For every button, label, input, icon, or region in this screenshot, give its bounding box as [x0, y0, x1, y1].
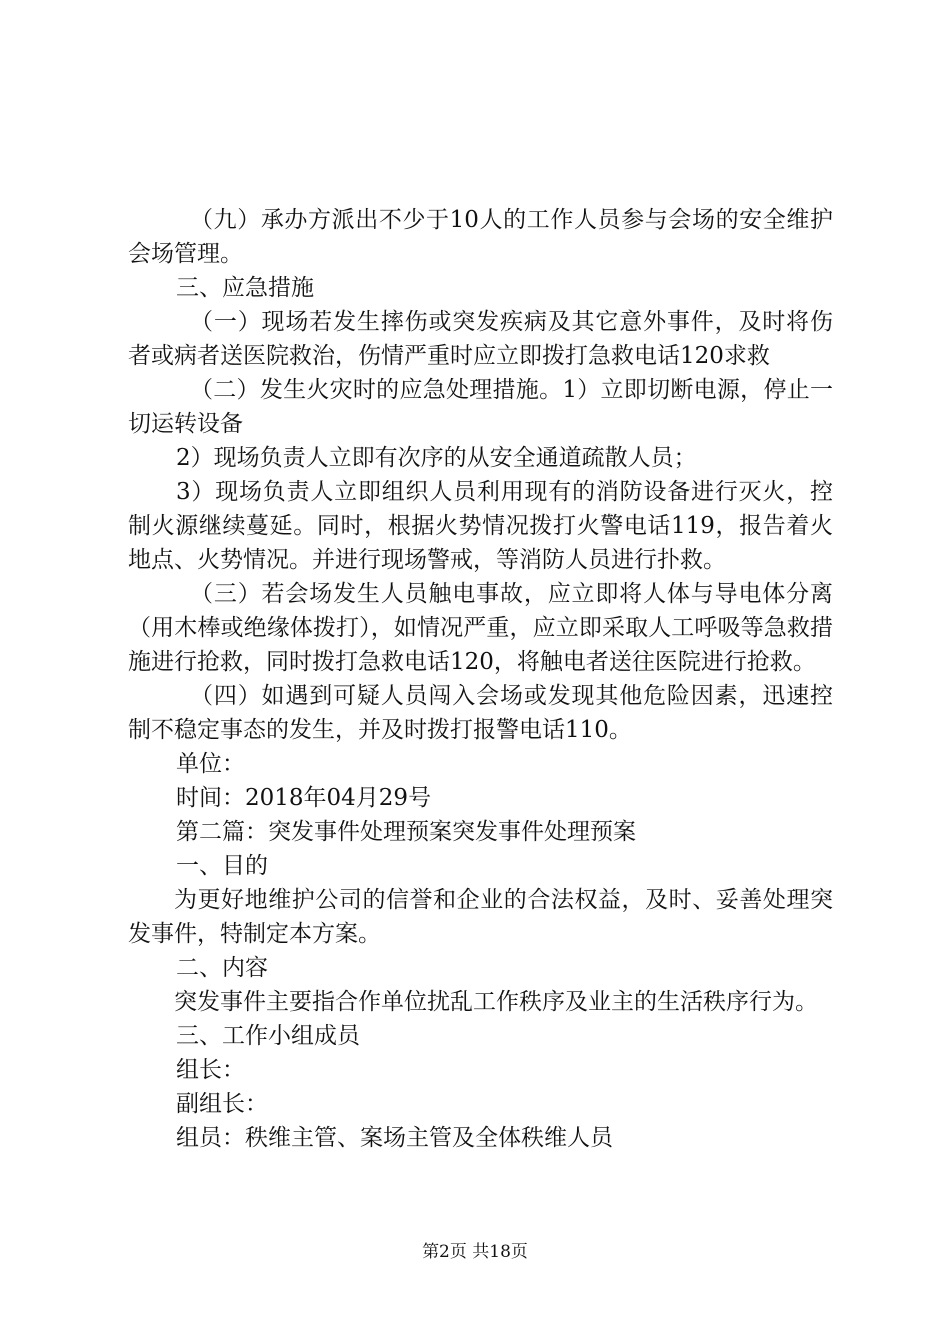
paragraph-step-three: 3）现场负责人立即组织人员利用现有的消防设备进行灭火，控制火源继续蔓延。同时，根据火势情况拨打火警电话119，报告着火地点、火势情况。并进行现场警戒，等消防人员进行扑救。 — [128, 479, 833, 573]
document-body — [128, 203, 833, 1155]
paragraph-measure-four: （四）如遇到可疑人员闯入会场或发现其他危险因素，迅速控制不稳定事态的发生，并及时拨打报警电话110。 — [128, 683, 833, 743]
paragraph-item-nine: （九）承办方派出不少于10人的工作人员参与会场的安全维护会场管理。 — [128, 207, 833, 267]
section-heading-purpose: 一、目的 — [176, 853, 268, 879]
section-heading-team: 三、工作小组成员 — [176, 1023, 360, 1049]
paragraph-measure-three: （三）若会场发生人员触电事故，应立即将人体与导电体分离（用木棒或绝缘体拨打），如情况严重，应立即采取人工呼吸等急救措施进行抢救，同时拨打急救电话120，将触电者送往医院进行抢救。 — [128, 581, 833, 675]
page-number-footer: 第2页 共18页 — [422, 1242, 528, 1262]
section-heading-content: 二、内容 — [176, 955, 268, 981]
team-leader-line: 组长： — [176, 1057, 245, 1083]
paragraph-content: 突发事件主要指合作单位扰乱工作秩序及业主的生活秩序行为。 — [174, 989, 818, 1015]
paragraph-measure-two: （二）发生火灾时的应急处理措施。1）立即切断电源，停止一切运转设备 — [128, 377, 833, 437]
section-heading-emergency-measures: 三、应急措施 — [176, 275, 314, 301]
unit-label: 单位： — [176, 751, 245, 777]
deputy-leader-line: 副组长： — [176, 1091, 268, 1117]
paragraph-measure-one: （一）现场若发生摔伤或突发疾病及其它意外事件，及时将伤者或病者送医院救治，伤情严重时应立即拨打急救电话120求救 — [128, 309, 833, 369]
date-line: 时间：2018年04月29号 — [176, 785, 432, 811]
team-members-line: 组员：秩维主管、案场主管及全体秩维人员 — [176, 1125, 613, 1151]
paragraph-step-two: 2）现场负责人立即有次序的从安全通道疏散人员； — [176, 445, 697, 471]
chapter-title: 第二篇：突发事件处理预案突发事件处理预案 — [176, 819, 636, 845]
paragraph-purpose: 为更好地维护公司的信誉和企业的合法权益，及时、妥善处理突发事件，特制定本方案。 — [128, 887, 833, 947]
